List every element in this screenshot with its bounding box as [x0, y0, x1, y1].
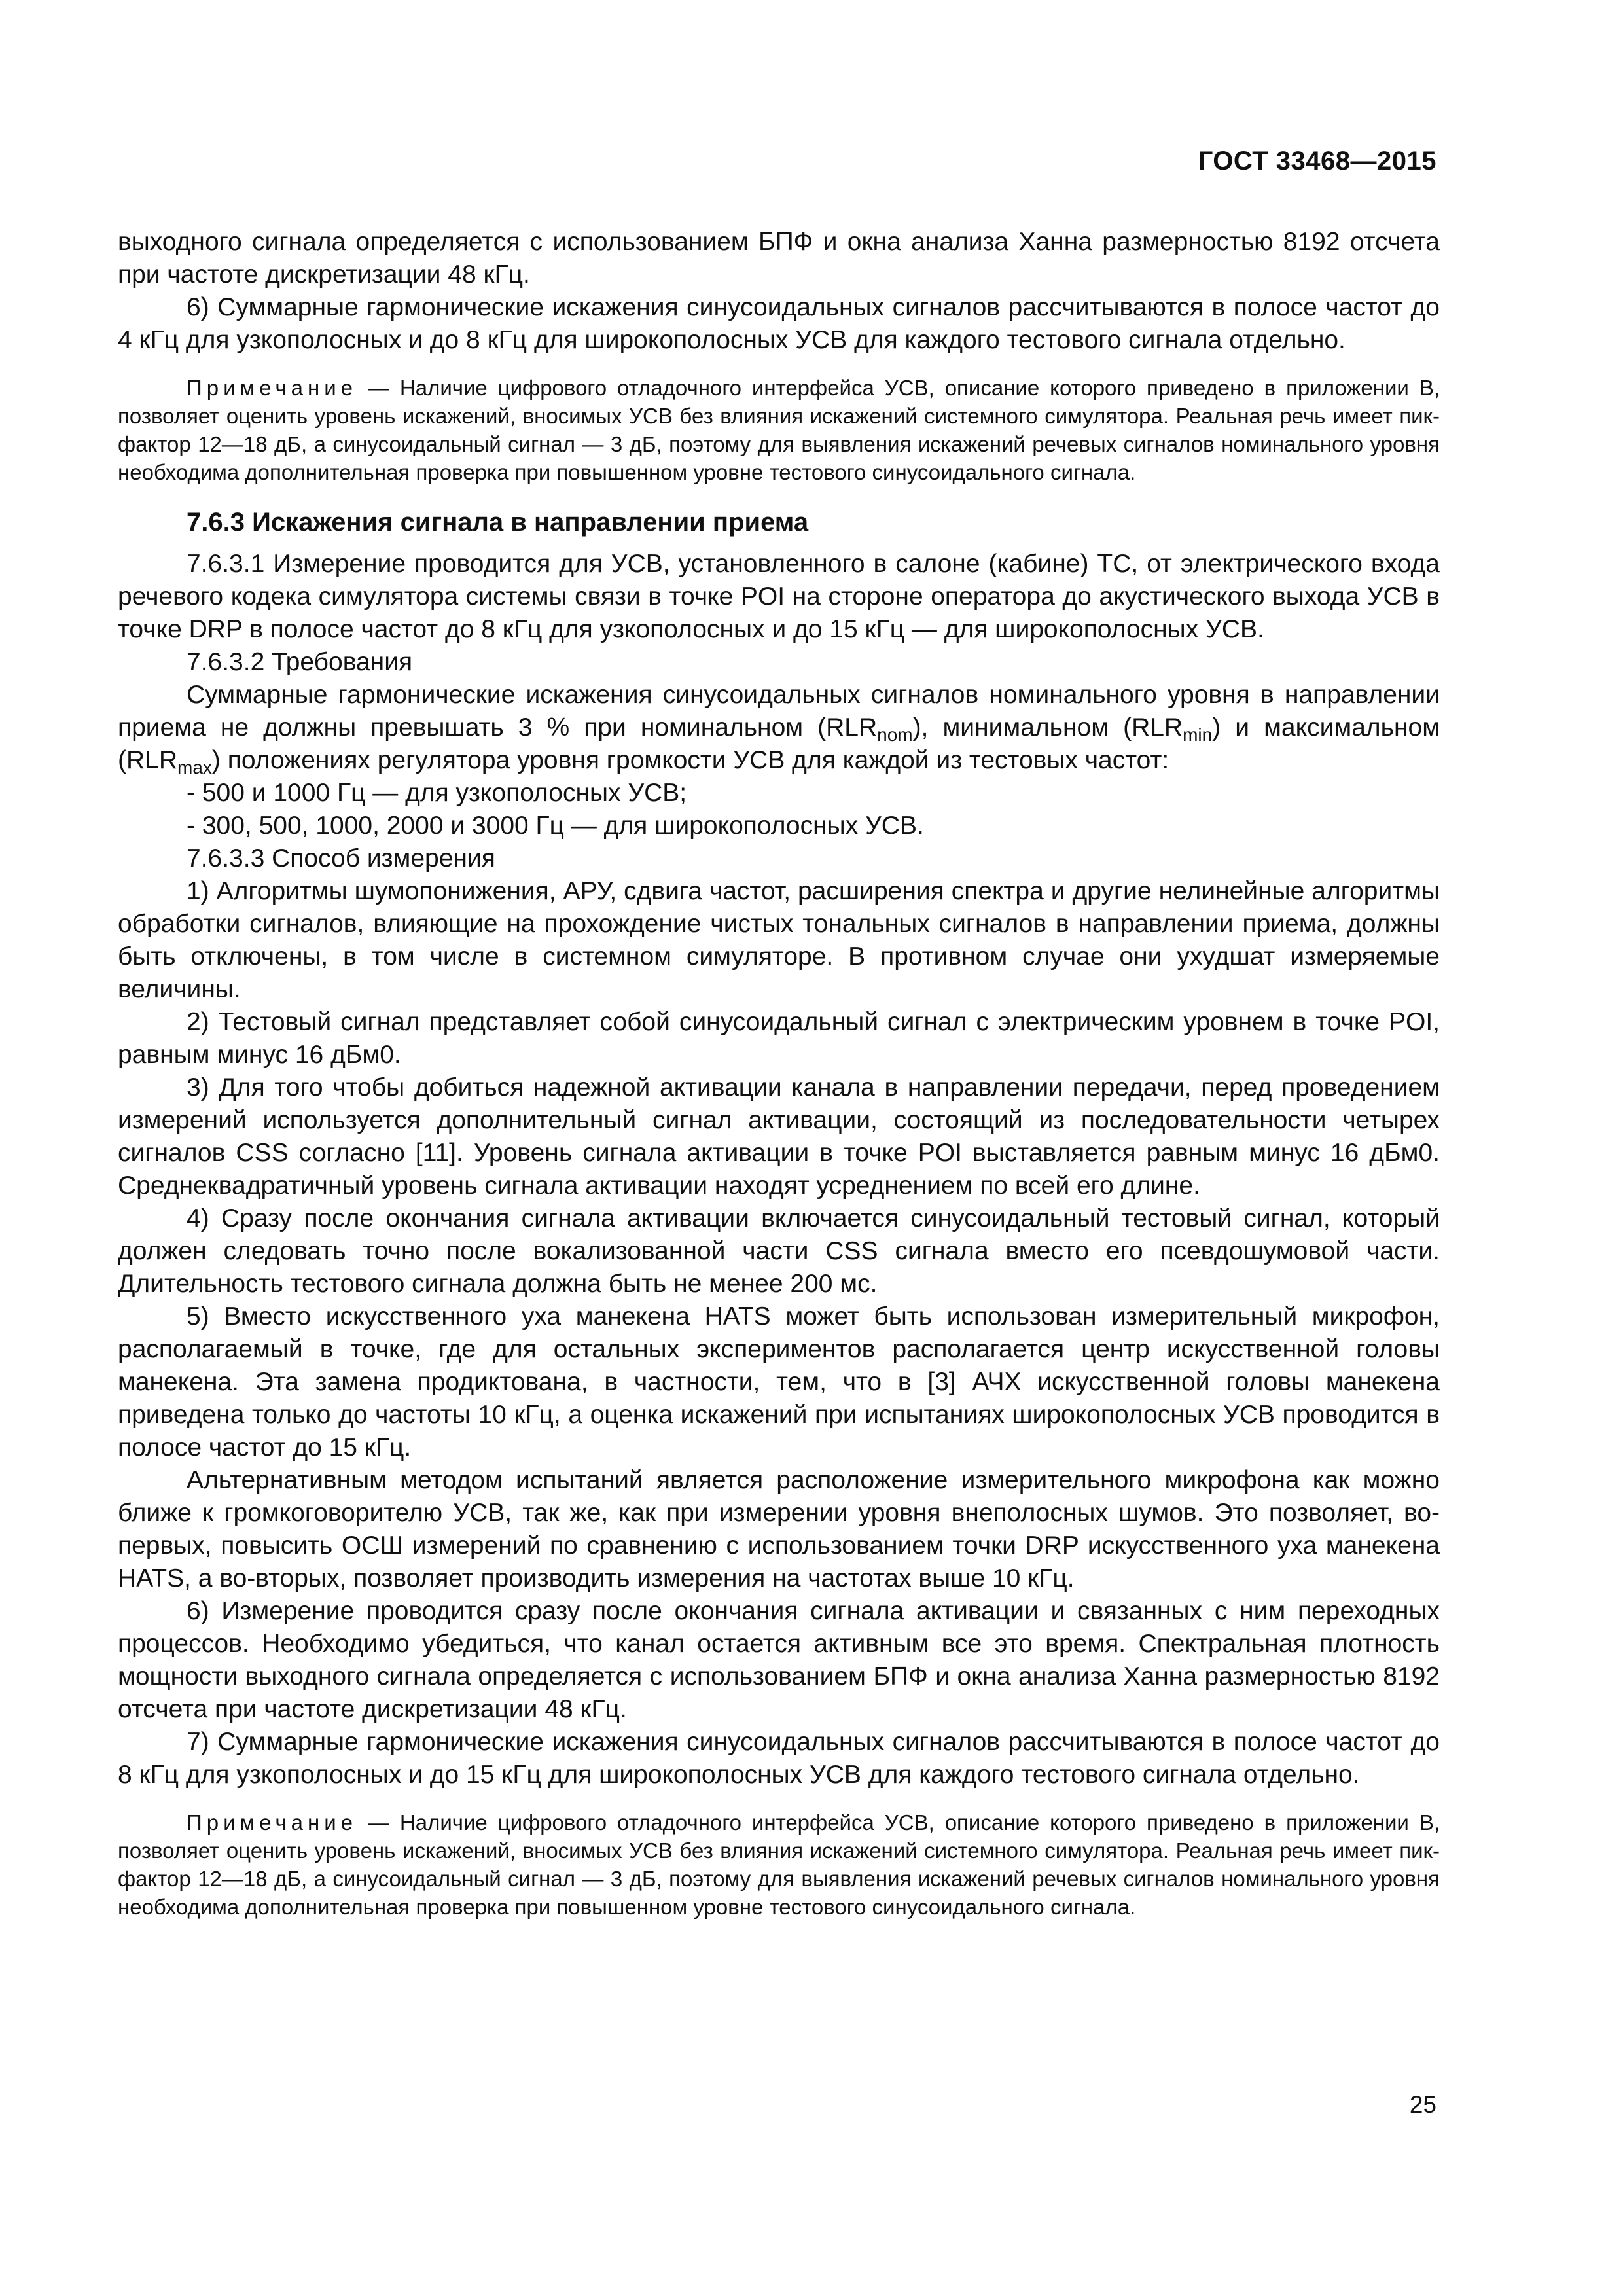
step-3: 3) Для того чтобы добиться надежной активации канала в направлении передачи, перед проведением измерений используется дополнительный сигнал активации, состоящий из последовательности четырех сигналов CSS согласно [11]. Уровень сигнала активации в точке POI выставляется равным минус 16 дБм0. Среднеквадратичный уровень сигнала активации находят усреднением по всей его длине. — [118, 1073, 1440, 1200]
alternative-method: Альтернативным методом испытаний является расположение измерительного микрофона как можно ближе к громкоговорителю УСВ, так же, как при измерении уровня внеполосных шумов. Это позволяет, во-первых, повысить ОСШ измерений по сравнению с использованием точки DRP искусственного уха манекена HATS, а во-вторых, позволяет производить измерения на частотах выше 10 кГц. — [118, 1466, 1440, 1592]
document-standard-id: ГОСТ 33468—2015 — [1198, 147, 1436, 175]
list-item-6: 6) Суммарные гармонические искажения синусоидальных сигналов рассчитываются в полосе частот до 4 кГц для узкополосных и до 8 кГц для широкополосных УСВ для каждого тестового сигнала отдельно. — [118, 293, 1440, 354]
requirements-paragraph — [118, 679, 1440, 777]
step-6: 6) Измерение проводится сразу после окончания сигнала активации и связанных с ним переходных процессов. Необходимо убедиться, что канал остается активным все это время. Спектральная плотность мощности выходного сигнала определяется с использованием БПФ и окна анализа Ханна размерностью 8192 отсчета при частоте дискретизации 48 кГц. — [118, 1597, 1440, 1723]
paragraph-7631: 7.6.3.1 Измерение проводится для УСВ, установленного в салоне (кабине) ТС, от электрического входа речевого кодека симулятора системы связи в точке POI на стороне оператора до акустического выхода УСВ в точке DRP в полосе частот до 8 кГц для узкополосных и до 15 кГц — для широкополосных УСВ. — [118, 550, 1440, 643]
page-number: 25 — [1409, 2091, 1436, 2118]
list-item: - 500 и 1000 Гц — для узкополосных УСВ; — [187, 779, 687, 807]
paragraph-7633-title: 7.6.3.3 Способ измерения — [187, 844, 495, 872]
subscript-nom: nom — [877, 725, 913, 745]
note-label: Примечание — [187, 1810, 358, 1835]
step-2: 2) Тестовый сигнал представляет собой синусоидальный сигнал с электрическим уровнем в точке POI, равным минус 16 дБм0. — [118, 1008, 1440, 1069]
note-label: Примечание — [187, 376, 358, 400]
step-7: 7) Суммарные гармонические искажения синусоидальных сигналов рассчитываются в полосе частот до 8 кГц для узкополосных и до 15 кГц для широкополосных УСВ для каждого тестового сигнала отдельно. — [118, 1728, 1440, 1789]
note-text: — Наличие цифрового отладочного интерфейса УСВ, описание которого приведено в приложении В, позволяет оценить уровень искажений, вносимых УСВ без влияния искажений системного симулятора. Реальная речь имеет пик-фактор 12—18 дБ, а синусоидальный сигнал — 3 дБ, поэтому для выявления искажений речевых сигналов номинального уровня необходима дополнительная проверка при повышенном уровне тестового синусоидального сигнала. — [118, 1810, 1440, 1919]
continued-paragraph: выходного сигнала определяется с использованием БПФ и окна анализа Ханна размерностью 8192 отсчета при частоте дискретизации 48 кГц. — [118, 228, 1440, 289]
note-text: — Наличие цифрового отладочного интерфейса УСВ, описание которого приведено в приложении В, позволяет оценить уровень искажений, вносимых УСВ без влияния искажений системного симулятора. Реальная речь имеет пик-фактор 12—18 дБ, а синусоидальный сигнал — 3 дБ, поэтому для выявления искажений речевых сигналов номинального уровня необходима дополнительная проверка при повышенном уровне тестового синусоидального сигнала. — [118, 376, 1440, 484]
step-4: 4) Сразу после окончания сигнала активации включается синусоидальный тестовый сигнал, который должен следовать точно после вокализованной части CSS сигнала вместо его псевдошумовой части. Длительность тестового сигнала должна быть не менее 200 мс. — [118, 1204, 1440, 1298]
req-text-3: ) и максимальном (RLR — [118, 713, 1440, 774]
step-1: 1) Алгоритмы шумопонижения, АРУ, сдвига частот, расширения спектра и другие нелинейные алгоритмы обработки сигналов, влияющие на прохождение чистых тональных сигналов в направлении приема, должны быть отключены, в том числе в системном симуляторе. В противном случае они ухудшат измеряемые величины. — [118, 877, 1440, 1003]
list-item: - 300, 500, 1000, 2000 и 3000 Гц — для широкополосных УСВ. — [187, 812, 924, 840]
note-paragraph-2 — [118, 1808, 1440, 1921]
page-body — [118, 226, 1440, 1921]
note-paragraph-1 — [118, 374, 1440, 486]
paragraph-7632-title: 7.6.3.2 Требования — [187, 648, 413, 676]
req-text-1: Суммарные гармонические искажения синусоидальных сигналов номинального уровня в направлении приема не должны превышать 3 % при номинальном (RLR — [118, 681, 1440, 742]
req-text-4: ) положениях регулятора уровня громкости УСВ для каждой из тестовых частот: — [211, 746, 1169, 774]
req-text-2: ), минимальном (RLR — [912, 713, 1183, 742]
step-5: 5) Вместо искусственного уха манекена HATS может быть использован измерительный микрофон, располагаемый в точке, где для остальных экспериментов располагается центр искусственной головы манекена. Эта замена продиктована, в частности, тем, что в [3] АЧХ искусственной головы манекена приведена только до частоты 10 кГц, а оценка искажений при испытаниях широкополосных УСВ проводится в полосе частот до 15 кГц. — [118, 1302, 1440, 1462]
subscript-min: min — [1183, 725, 1213, 745]
subscript-max: max — [177, 757, 212, 778]
section-heading: 7.6.3 Искажения сигнала в направлении приема — [187, 508, 809, 537]
